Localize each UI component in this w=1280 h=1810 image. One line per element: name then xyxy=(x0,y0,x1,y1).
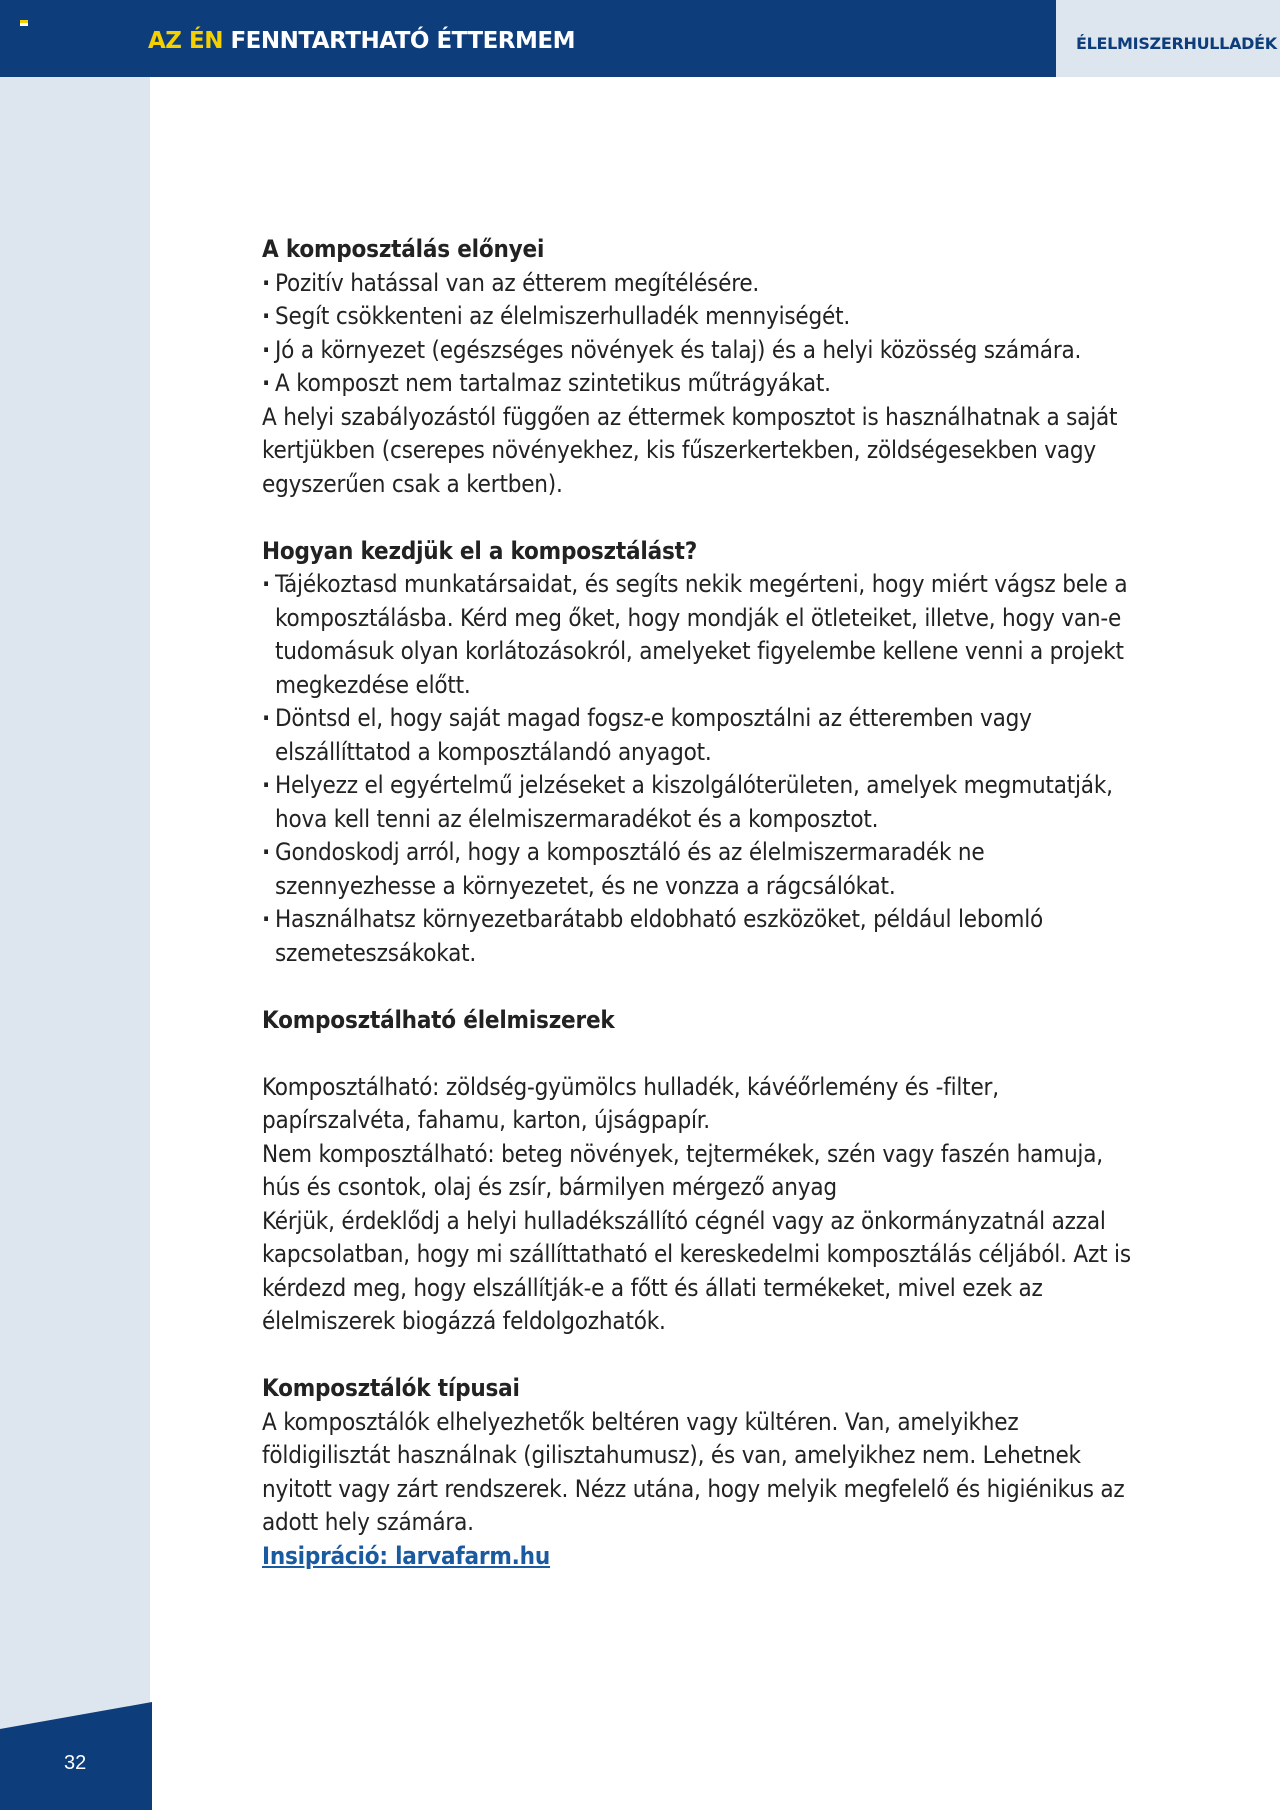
list-item: · Használhatsz környezetbarátabb eldobható eszközöket, például lebomló szemeteszsákokat. xyxy=(262,903,1142,970)
list-item: · Pozitív hatással van az étterem megítélésére. xyxy=(262,267,1142,301)
left-margin-band xyxy=(0,0,150,1810)
flag-icon xyxy=(20,20,28,26)
bullet-list xyxy=(262,267,1142,401)
section-types xyxy=(262,1372,1142,1573)
section-tab-label: ÉLELMISZERHULLADÉK xyxy=(1076,34,1277,53)
section-benefits xyxy=(262,233,1142,501)
list-item: · Segít csökkenteni az élelmiszerhulladék mennyiségét. xyxy=(262,300,1142,334)
list-item: · Helyezz el egyértelmű jelzéseket a kiszolgálóterületen, amelyek megmutatják, hova kell tenni az élelmiszermaradékot és a komposztot. xyxy=(262,769,1142,836)
section-heading: Komposztálható élelmiszerek xyxy=(262,1005,615,1034)
list-item: · Gondoskodj arról, hogy a komposztáló és az élelmiszermaradék ne szennyezhesse a környezetet, és ne vonzza a rágcsálókat. xyxy=(262,836,1142,903)
header-bar xyxy=(0,0,1056,77)
section-tab xyxy=(1056,0,1280,77)
section-heading: Komposztálók típusai xyxy=(262,1374,520,1402)
list-item: · Jó a környezet (egészséges növények és talaj) és a helyi közösség számára. xyxy=(262,334,1142,368)
paragraph: Nem komposztálható: beteg növények, tejtermékek, szén vagy faszén hamuja, hús és csontok, olaj és zsír, bármilyen mérgező anyag xyxy=(262,1139,1103,1201)
paragraph: A komposztálók elhelyezhetők beltéren vagy kültéren. Van, amelyikhez földigilisztát használnak (gilisztahumusz), és van, amelyikhez nem. Lehetnek nyitott vagy zárt rendszerek. Nézz utána, hogy melyik megfelelő és higiénikus az adott hely számára. xyxy=(262,1407,1125,1536)
header-title-accent: AZ ÉN xyxy=(148,28,223,54)
inspiration-link[interactable]: Insipráció: larvafarm.hu xyxy=(262,1541,551,1570)
bullet-list xyxy=(262,568,1142,970)
main-content xyxy=(262,233,1142,1573)
section-heading: A komposztálás előnyei xyxy=(262,235,545,263)
section-heading: Hogyan kezdjük el a komposztálást? xyxy=(262,536,698,565)
paragraph: A helyi szabályozástól függően az éttermek komposztot is használhatnak a saját kertjükben (cserepes növényekhez, kis fűszerkertekben, zöldségesekben vagy egyszerűen csak a kertben). xyxy=(262,402,1118,498)
list-item: · Tájékoztasd munkatársaidat, és segíts nekik megérteni, hogy miért vágsz bele a komposztálásba. Kérd meg őket, hogy mondják el ötleteiket, illetve, hogy van-e tudomásuk olyan korlátozásokról, amelyeket figyelembe kellene venni a projekt megkezdése előtt. xyxy=(262,568,1142,702)
paragraph: Komposztálható: zöldség-gyümölcs hulladék, kávéőrlemény és -filter, papírszalvéta, fahamu, karton, újságpapír. xyxy=(262,1072,999,1134)
section-how-to-start xyxy=(262,535,1142,971)
section-compostable xyxy=(262,1004,1142,1339)
header-title xyxy=(148,28,575,54)
page-number: 32 xyxy=(64,1752,87,1774)
list-item: · A komposzt nem tartalmaz szintetikus műtrágyákat. xyxy=(262,367,1142,401)
header-title-rest: FENNTARTHATÓ ÉTTERMEM xyxy=(230,28,575,54)
list-item: · Döntsd el, hogy saját magad fogsz-e komposztálni az étteremben vagy elszállíttatod a komposztálandó anyagot. xyxy=(262,702,1142,769)
paragraph: Kérjük, érdeklődj a helyi hulladékszállító cégnél vagy az önkormányzatnál azzal kapcsolatban, hogy mi szállíttatható el kereskedelmi komposztálás céljából. Azt is kérdezd meg, hogy elszállítják-e a főtt és állati termékeket, mivel ezek az élelmiszerek biogázzá feldolgozhatók. xyxy=(262,1206,1131,1335)
